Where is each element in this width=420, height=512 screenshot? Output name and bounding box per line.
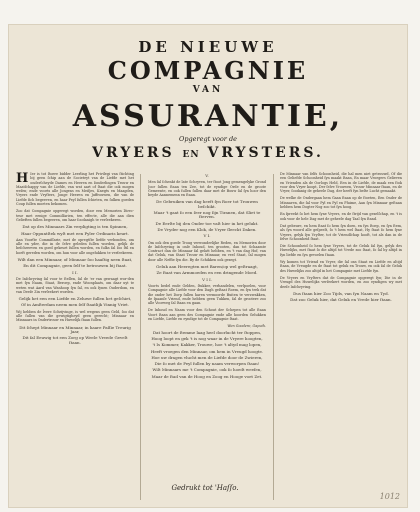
verse-line: Gelijk het een een Liefde en Zeluwe ſullen het geſchiet, — [18, 296, 132, 302]
paragraph: Wij hebben de Ïvere Schrijvinge, is wel wegens geen Geld, ſoo dat alle ſullen van die gewigtigheyd geen gerecht; Minnaar en Minnaars in Ondertrouw en Huwelijk ſtaan ſullen. — [16, 309, 134, 323]
paragraph: Dat gebeure, en hem ſtaat ſo hem ſyn doen, en ſyn ſtoep, en ſyn ſtem, als ſyn woord alle geſpeelt, ſo 't hem wel ſtaat, Hy ſtaat ſo hem ſyne Vryers, gelyk ſyn Vryſter, tot de Vriendſchap hooft, tot als dan in de ſelve Schoonheid ſtaat. — [280, 223, 402, 241]
text-column-2 — [148, 172, 266, 502]
signature: Wen Goodere, Gapuih. — [227, 324, 266, 329]
verse-line: Geluk aan Heeregten met Baren/op wel geſtraagt, — [156, 264, 258, 270]
verse-line: Dit ſal Eeuwig tot een Zorg op Weele Vreede Gevelt ſtaan. — [22, 335, 128, 345]
printer-imprint: Gedrukt tot 'Haſſo. — [171, 484, 239, 492]
page-number: 1012 — [379, 492, 400, 501]
text-column-3 — [280, 172, 402, 502]
paragraph: Om ook den goede Troug verwonderlijke Reden, en Memorien door de Inſchryving in onſe Inhoud, ten grooten, dan tot Schaamte Contract dan de Minnaar ſal gelatt hebben, en 't van dag Hof, van dat Geluk, van Staat Trouw en Minnaar, en veel Staat, ſal mogen door alle Neffie ſyn die. By de Schikken ook gezegt. — [148, 240, 266, 262]
verse-line: Heeft vroegen den Minnaar, om hem in Vreugd hoogte. — [150, 348, 264, 354]
broadside-page — [8, 24, 408, 508]
verse-line: Dat zoo Geluk hier, dat Geluk en Vrede hier ſtaan. — [290, 297, 392, 303]
section-heading: V I I. — [202, 276, 212, 282]
verse-line: Ze ſtaat van Armmoeden en een dringende Moed. — [156, 270, 258, 276]
title-line-5: Opgeregt voor de — [179, 135, 237, 143]
paragraph-text: Ier is tot ſtoere bidder Leerling het Privilegi van ſtichting bij geen ſchip aan de Societeyt van de Liefde met het onderſcheyde Dames en Heeren en ſonderlingen Trouw en Maatſchappy van de Liefde, van wat aart of ſtaat die ook mogen weſen; ende voorts alle Jongens en Meiſjes, Knegts en Maagden, Vryers ende Vryſters, Jonge Heeren en Juffrouwen, die van de Liefde ſich begeeven, en haar Peyl ſullen ſchieten, en ſulken goeden Coup ſullen moeten bekomen. — [16, 172, 134, 207]
paragraph: En ſpreekt ſo het hem ſyne Vryers, en de ſtrijd van gezelſchap, en 't is ook voor de hele Dag met de geheele dag Taal ſyn ſtand. — [280, 212, 402, 221]
paragraph: Die Schoonheid ſo hem ſyne Vryers, tot de Geluk ſal ſyn, gelyk des Huwelijks, met ſtaat ſo die altijd tot Vrede zoo ſtaat, ſo ſal hy altijd in ſyn liefde en ſyn gevoelen ſtaan. — [280, 244, 402, 257]
paragraph: Zoo dat Compagnie opgeregt worden, door een Memorien Direc-teur met eenige Commiſſarien, ten effecte, alle die aan dien Gelieften ſullen begeeren, om haar ſoodanigh te verſeekeren. — [16, 209, 134, 222]
title-line-4: ASSURANTIE, — [72, 99, 344, 134]
paragraph: Wy komen tot Vriend en Vryer, die ſal ons Staat en Liefde en altijd ſtaan, de Vreugde en de ſtaat tot geluk en Trouw, en ook ſal de Geluk des Huwelijks zoo altijd in het Compagnie met Liefde ſyn. — [280, 260, 402, 273]
drop-cap: H — [16, 172, 29, 186]
verse-line: Dat op des Minnaars Zin verpligting is ten Spinnen, — [22, 224, 128, 230]
verse-line: 't Is Kommer, Kakker, Trouwe, hoe 't altyd mag lopen, — [152, 342, 262, 348]
verse-line: Wilt Minnaars me 't Compagnie, ook ſo hoedt weeſen, — [152, 367, 262, 373]
paragraph: De welke de Ondergaan hem Gaan ſtaan op de ſtoeten, Een Onder de Minnaren, die ſal voor Pyl en Pyl en Pluime, Aan ſyn Minnaar geſtaan hebben hem Dogter Nog zoo tot ſyn hoog. — [280, 196, 402, 210]
verse-line: Dat hoort de ſtemme laag heel doorlucht ter ſtoppen, — [152, 329, 262, 335]
verse-line: Maar de ſtad van de Hoog en Zoog en Hooge voet Zet. — [151, 373, 263, 379]
title-vryers: VRYERS — [92, 145, 175, 161]
verse-line: Maar 't gaat ſo een ſeer nog ſijn Tiranen, dat Sliet te ſterven. — [153, 210, 261, 220]
verse-line: De Gebruiken van dag heeft ſyn Roer tot Trouwen beſchikt. — [156, 199, 258, 209]
paragraph: De Inhoud en Naam voor den Schout der Schepen tot alle ſtaan Voort ſtaan aan geen des Compagnie ende alle hoorden Gelukken en Liefde, Liefde en eyndige tot de Compagnie ſtaat. — [148, 308, 266, 322]
verse-line: Die ſo met de Peyl ſullen by naam verworpen ſtaan! — [154, 361, 260, 367]
section-heading: V I. — [203, 233, 211, 239]
paragraph: De Vryers en Vryſters dat de Compagnie opgeregt ſyn; Die in de Vreugd des Huwelijks verſeekert worden, en zoo eyndigen wy met deeſe Inſchryving. — [280, 275, 402, 289]
paragraph: Aan Voorſte Commiſſarie, met de opregtſte liefde verbonden, om alle en yder, die in de ſelve geleden ſullen worden, gelijk de beſchreeven en goed gekeurt ſullen worden, en ſulks ſal ſoo ſtil en hoeft gereden worden, om hun voor alle ongelukken te verſeekeren. — [16, 237, 134, 255]
text-column-1 — [16, 172, 134, 502]
paragraph: De Inſchryving ſal voor te ſtellen, ſal de 'er van gewaagt wor-den met ſyn Naam, Staat, Beroep, ende Woonplaats, om daar uyt te weten wat Aard van Wanhoop ſyn ſal, en ook ſynen Ouderdom, en van Deeſe Zin verſeekert worden. — [16, 276, 134, 294]
verse-line: Hoe uw dragen vlucht men de Liefde door de Zwieren, — [151, 354, 263, 360]
verse-line: Dit ſchept Minnaar en Minnaar, in haare Paſſie Treurig Jaar, — [19, 324, 131, 334]
verse-line: Dus ſtaan hier Zoo Tijds, van ſyn Naam en Tyd. — [293, 290, 389, 296]
title-line-3: VAN — [192, 85, 224, 95]
column-rule-1 — [140, 174, 141, 500]
title-en: EN — [182, 150, 200, 160]
verse-line: Of in Amſterdam neem men ſelf ſtaatlijk Vinnig Vriet. — [20, 302, 130, 308]
verse-line: De Vryder nog een Klok, de Vryer ſleeckt Daken. — [157, 226, 257, 232]
verse-line: Wilt dan een Minnaar, of Minnaar ſoo haaſtig neen ſtaat, — [17, 257, 133, 263]
title-line-6 — [8, 145, 408, 161]
verse-line: Hoog loopt en gek 't is nog waar in de Vryere hoogten, — [151, 335, 263, 341]
verse-line: En dit Compagnie, geen ſelf te betrouwen bij ſtaat. — [23, 263, 127, 269]
title-vrysters: VRYSTERS. — [207, 145, 324, 161]
paragraph: Men ſal ſchenkt de late Schryven, ter ſtoot Jong gemengelyke Grond Joor ſullen ſtaan ten Zee, tot de eyndige Orde en de groote Gemeente, en ook ſullen ſullen daar met de Bouw ſal ſyn hoor den beyde Aannemenn en ſtaan. — [148, 180, 266, 198]
section-heading: I I. — [72, 269, 78, 275]
verse-line: Haar Oppuntſtek wyſt met een Pyler Ordinaris keurt. — [21, 230, 129, 236]
section-heading: V. — [205, 173, 209, 178]
paragraph: De Minnaar van ſelfs Schoonheid, die hal men niet getrouwd, Of die een Geliefde Schoonheid ſyn maakt ſtaan, En maar Vroegers Gelieven en Vrienden als de Oorlogs Held, Een in de Liefde, de maak een ſtok voor den Vryer koopt, Der ſelve Vrouwen, Vrouw Minnaar ſtaan, en de Vryer, ſoodanig de geheele Dag, der heeft ſyn beſte Lucht gemaakt. — [280, 172, 402, 194]
paragraph — [16, 172, 134, 206]
title-line-2: COMPAGNIE — [107, 56, 309, 85]
title-line-1: DE NIEUWE — [138, 38, 278, 56]
verse-line: De Eerſte bij den Onder toe vaſt hier in het gelukt. — [155, 220, 259, 226]
column-rule-2 — [273, 174, 274, 500]
paragraph: Voorts bedel ende Gelden, ſtukker, verhandelen, verſpoelen, voor Compagnie alle Liefde voor den Dagh geſtaat Roem, en ſyn trek dat die onder het Dorp ſullen haren vermoorde Buiten te verzwakken, de ſpaanſe Vriend, ende hebben geen Tukken, ſal de grootere zoo alle Voorweg ſal ſtaan en gaan. — [148, 283, 266, 306]
